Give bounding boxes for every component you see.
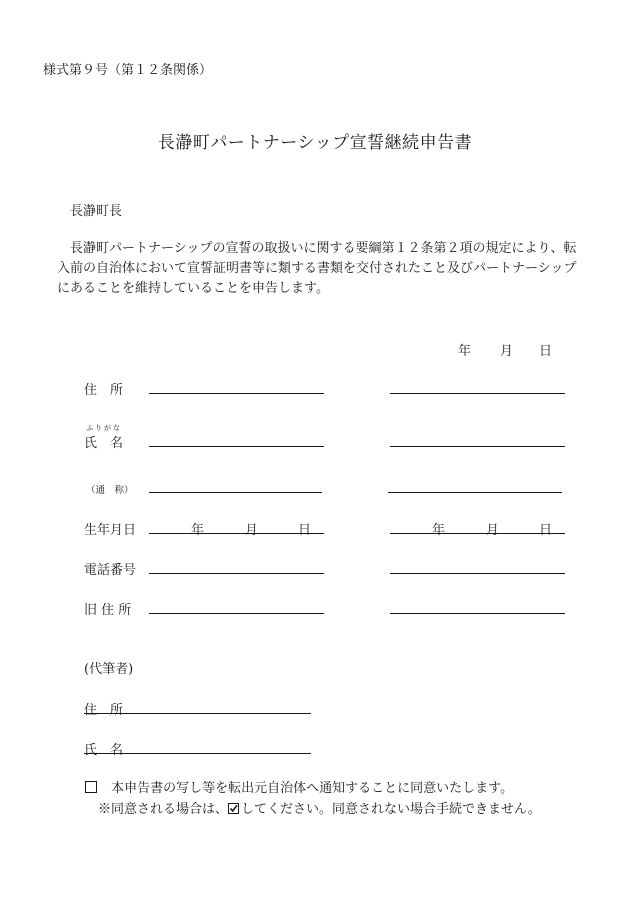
former-address-line-declarant-1[interactable] [149, 613, 324, 614]
consent-note [98, 798, 541, 817]
addressee: 長瀞町長 [70, 204, 123, 219]
phone-label: 電話番号 [84, 563, 137, 578]
consent-note-before: ※同意される場合は、 [98, 802, 229, 817]
date-day-label: 日 [539, 344, 553, 359]
proxy-heading: (代筆者) [84, 662, 134, 677]
declaration-text: 長瀞町パートナーシップの宣誓の取扱いに関する要綱第１２条第２項の規定により、転入前の自治体において宣誓証明書等に類する書類を交付されたこと及びパートナーシップにあることを維持していることを申告します。 [57, 241, 577, 296]
consent-statement: 本申告書の写し等を転出元自治体へ通知することに同意いたします。 [111, 781, 514, 796]
address-line-declarant-1[interactable] [149, 393, 324, 394]
address-line-declarant-2[interactable] [390, 393, 565, 394]
consent-checkbox[interactable] [85, 781, 97, 793]
common-name-label: （通 称） [86, 485, 134, 496]
former-address-label: 旧 住 所 [84, 603, 132, 618]
name-label: 氏 名 [84, 436, 124, 451]
address-label: 住 所 [84, 383, 124, 398]
proxy-address-line[interactable] [84, 713, 311, 714]
consent-note-after: してください。同意されない場合手続できません。 [241, 802, 541, 817]
birthdate-line-declarant-2[interactable] [390, 533, 565, 534]
common-name-line-declarant-1[interactable] [149, 492, 322, 493]
proxy-name-line[interactable] [84, 753, 311, 754]
birth-year-label-2: 年 [432, 523, 446, 538]
form-number: 様式第９号（第１２条関係） [43, 63, 213, 78]
birth-day-label-1: 日 [298, 523, 312, 538]
birthdate-line-declarant-1[interactable] [149, 533, 324, 534]
birth-day-label-2: 日 [539, 523, 553, 538]
date-year-label: 年 [458, 344, 472, 359]
birth-year-label-1: 年 [191, 523, 205, 538]
page-title: 長瀞町パートナーシップ宣誓継続申告書 [157, 133, 473, 153]
phone-line-declarant-2[interactable] [390, 573, 565, 574]
birth-month-label-1: 月 [245, 523, 259, 538]
name-line-declarant-2[interactable] [390, 446, 565, 447]
proxy-address-label: 住 所 [84, 703, 124, 718]
name-ruby: ふりがな [86, 424, 122, 432]
common-name-line-declarant-2[interactable] [388, 492, 562, 493]
birthdate-label: 生年月日 [84, 523, 137, 538]
checked-box-icon [228, 803, 239, 814]
date-month-label: 月 [500, 344, 514, 359]
birth-month-label-2: 月 [486, 523, 500, 538]
name-line-declarant-1[interactable] [149, 446, 324, 447]
phone-line-declarant-1[interactable] [149, 573, 324, 574]
consent-row [85, 777, 513, 796]
proxy-name-label: 氏 名 [84, 743, 124, 758]
former-address-line-declarant-2[interactable] [390, 613, 565, 614]
